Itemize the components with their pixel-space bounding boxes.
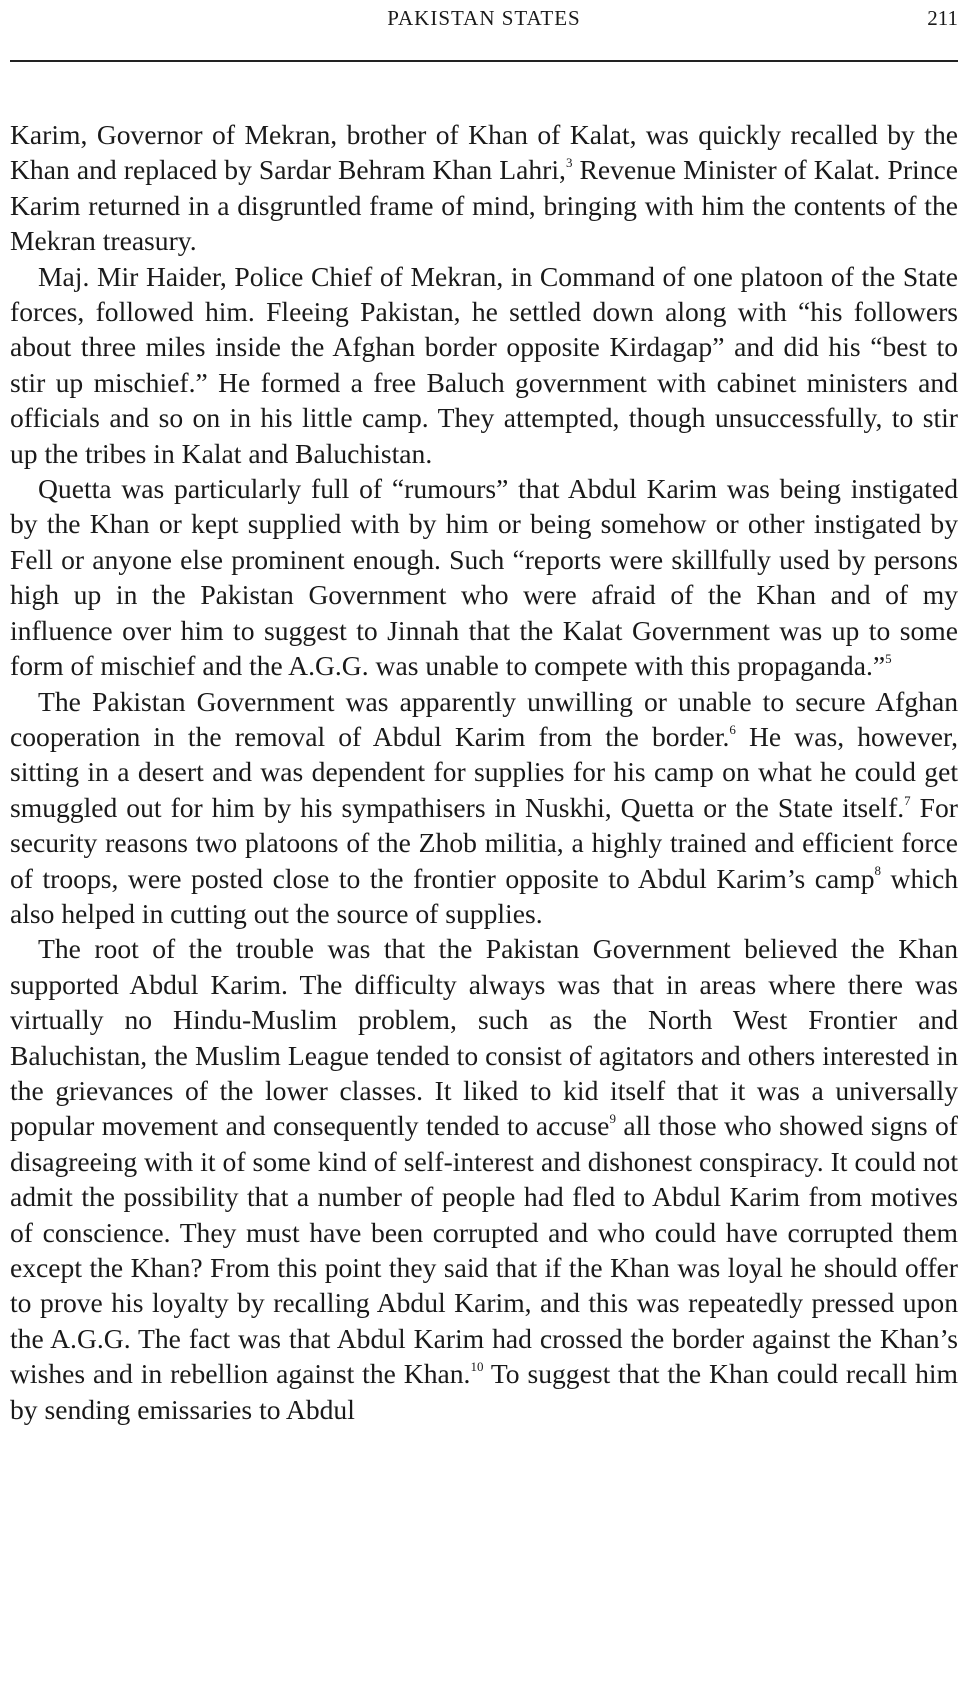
paragraph-4-text-d: which also helped in cutting out the source of supplies. (10, 862, 958, 929)
paragraph-4-text-c: For security reasons two platoons of the Zhob militia, a highly trained and efficient force of troops, were posted close to the frontier opposite to Abdul Karim’s camp (10, 791, 958, 894)
paragraph-1-text: Karim, Governor of Mekran, brother of Khan of Kalat, was quickly recalled by the Khan and replaced by Sardar Behram Khan Lahri, (10, 119, 958, 186)
body-text (10, 117, 958, 1427)
paragraph-5-text: The root of the trouble was that the Pakistan Government believed the Khan supported Abdul Karim. The difficulty always was that in areas where there was virtually no Hindu-Muslim problem, such as the North West Frontier and Baluchistan, the Muslim League tended to consist of agitators and others interested in the grievances of the lower classes. It liked to kid itself that it was a universally popular movement and consequently tended to accuse (10, 933, 958, 1142)
footnote-ref-7: 7 (904, 792, 911, 808)
running-head: PAKISTAN STATES (387, 6, 581, 30)
paragraph-2-text: Maj. Mir Haider, Police Chief of Mekran, in Command of one platoon of the State forces, followed him. Fleeing Pakistan, he settled down along with “his followers about three miles inside the Afghan border opposite Kirdagap” and did his “best to stir up mischief.” He formed a free Baluch government with cabinet ministers and officials and so on in his little camp. They attempted, though unsuccessfully, to stir up the tribes in Kalat and Baluchistan. (10, 260, 958, 469)
footnote-ref-5: 5 (885, 650, 892, 666)
paragraph-4-text-b: He was, however, sitting in a desert and was dependent for supplies for his camp on what he could get smuggled out for him by his sympathisers in Nuskhi, Quetta or the State itself. (10, 720, 958, 823)
paragraph-1-text-cont: Revenue Minister of Kalat. Prince Karim returned in a disgruntled frame of mind, bringing with him the contents of the Mekran treasury. (10, 154, 958, 257)
page-header (10, 6, 958, 38)
page-number: 211 (927, 6, 958, 30)
paragraph-1 (10, 117, 958, 259)
footnote-ref-3: 3 (565, 155, 573, 171)
paragraph-4-text: The Pakistan Government was apparently unwilling or unable to secure Afghan cooperation in the removal of Abdul Karim from the border. (10, 685, 958, 752)
paragraph-4 (10, 684, 958, 932)
paragraph-3-text: Quetta was particularly full of “rumours” that Abdul Karim was being instigated by the Khan or kept supplied with by him or being somehow or other instigated by Fell or anyone else prominent enough. Such “reports were skillfully used by persons high up in the Pakistan Government who were afraid of the Khan and of my influence over him to suggest to Jinnah that the Kalat Government was up to some form of mischief and the A.G.G. was unable to compete with this propaganda.” (10, 473, 958, 682)
header-rule (10, 60, 958, 62)
paragraph-3 (10, 471, 958, 683)
footnote-ref-10: 10 (470, 1359, 484, 1375)
footnote-ref-6: 6 (729, 721, 736, 737)
footnote-ref-9: 9 (609, 1111, 616, 1127)
paragraph-5-text-c: To suggest that the Khan could recall him by sending emissaries to Abdul (10, 1358, 959, 1425)
paragraph-5-text-b: all those who showed signs of disagreeing with it of some kind of self-interest and dishonest conspiracy. It could not admit the possibility that a number of people had fled to Abdul Karim from motives of conscience. They must have been corrupted and who could have corrupted them except the Khan? From this point they said that if the Khan was loyal he should offer to prove his loyalty by recalling Abdul Karim, and this was repeatedly pressed upon the A.G.G. The fact was that Abdul Karim had crossed the border against the Khan’s wishes and in rebellion against the Khan. (10, 1110, 958, 1390)
paragraph-5 (10, 931, 958, 1427)
paragraph-2 (10, 259, 958, 471)
footnote-ref-8: 8 (874, 863, 882, 879)
